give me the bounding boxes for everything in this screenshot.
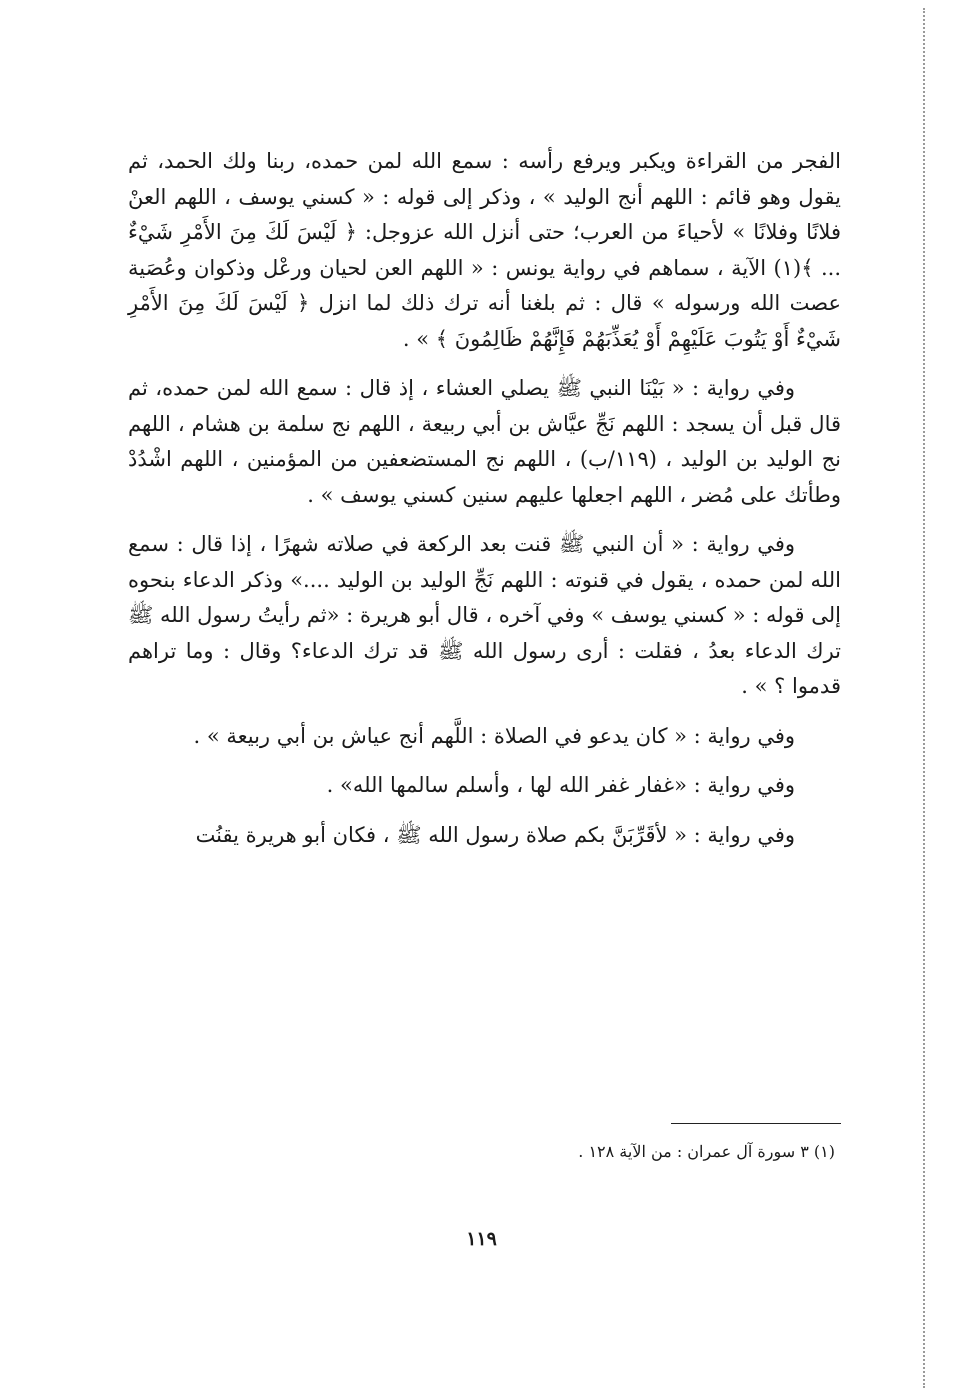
margin-dotted-rule <box>923 8 925 1388</box>
paragraph-3: وفي رواية : « أن النبي ﷺ قنت بعد الركعة في صلاته شهرًا ، إذا قال : سمع الله لمن حمده ، يقول في قنوته : اللهم نَجِّ الوليد بن الوليد ....» وذكر الدعاء بنحوه إلى قوله : « كسني يوسف » وفي آخره ، قال أبو هريرة : «ثم رأيتُ رسول الله ﷺ ترك الدعاء بعدُ ، فقلت : أرى رسول الله ﷺ قد ترك الدعاء؟ وقال : وما تراهم قدموا ؟ » . <box>128 532 841 698</box>
paragraph-6: وفي رواية : « لأقَرِّبَنَّ بكم صلاة رسول الله ﷺ ، فكان أبو هريرة يقنُت <box>195 822 795 847</box>
page-number: ١١٩ <box>466 1228 497 1250</box>
paragraph-2: وفي رواية : « بَيْنَا النبي ﷺ يصلي العشاء ، إذ قال : سمع الله لمن حمده، ثم قال قبل أن يسجد : اللهم نَجِّ عيَّاش بن أبي ربيعة ، اللهم نج سلمة بن هشام ، اللهم نج الوليد بن الوليد ، (١١٩/ب) ، اللهم نج المستضعفين من المؤمنين ، اللهم اشْدُدْ وطأتك على مُضر ، اللهم اجعلها عليهم سنين كسني يوسف » . <box>128 376 842 507</box>
paragraph-5: وفي رواية : «غفار غفر الله لها ، وأسلم سالمها الله» . <box>326 773 795 797</box>
footnote-separator <box>671 1123 841 1124</box>
footnote: (١) ٣ سورة آل عمران : من الآية ١٢٨ . <box>578 1142 835 1161</box>
paragraph-1: الفجر من القراءة ويكبر ويرفع رأسه : سمع الله لمن حمده، ربنا ولك الحمد، ثم يقول وهو قائم : اللهم أنج الوليد » ، وذكر إلى قوله : « كسني يوسف ، اللهم العنْ فلانًا وفلانًا » لأحياءَ من العرب؛ حتى أنزل الله عزوجل: ﴿ لَيْسَ لَكَ مِنَ الأَمْرِ شَيْءٌ ... ﴾(١) الآية ، سماهم في رواية يونس : « اللهم العن لحيان ورعْل وذكوان وعُصَية عصت الله ورسوله » قال : ثم بلغنا أنه ترك ذلك لما انزل ﴿ لَيْسَ لَكَ مِنَ الأَمْرِ شَيْءٌ أَوْ يَتُوبَ عَلَيْهِمْ أَوْ يُعَذِّبَهُمْ فَإِنَّهُمْ ظَالِمُونَ ﴾ » . <box>128 149 841 351</box>
paragraph-4: وفي رواية : « كان يدعو في الصلاة : اللَّهم أنج عياش بن أبي ربيعة » . <box>193 723 795 748</box>
body-text <box>128 144 841 867</box>
